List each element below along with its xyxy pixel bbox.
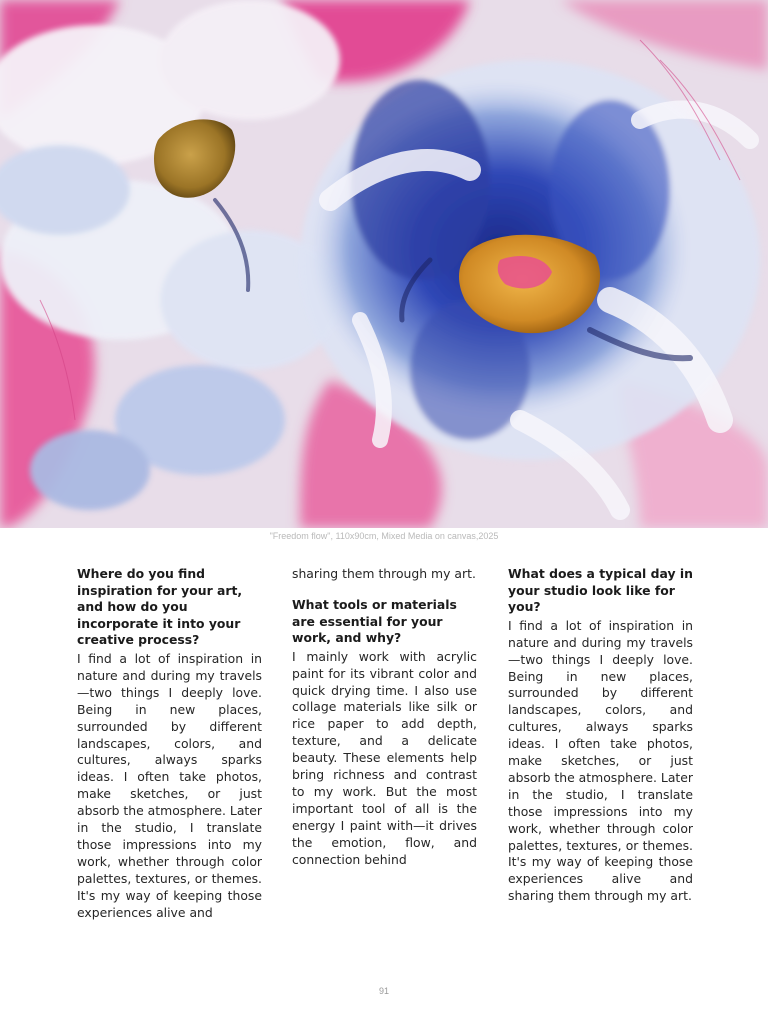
- artwork-caption: "Freedom flow", 110x90cm, Mixed Media on canvas,2025: [269, 531, 499, 541]
- interview-answer: I find a lot of inspiration in nature and during my travels—two things I deeply love. Being in new places, surrounded by different landscapes, colors, and cultures, always sparks ideas. I often take photos, make sketches, or just absorb the atmosphere. Later in the studio, I translate those impressions into my work, whether through color palettes, textures, or themes. It's my way of keeping those experiences alive and: [77, 650, 262, 920]
- interview-answer: I mainly work with acrylic paint for its vibrant color and quick drying time. I also use collage materials like silk or rice paper to add depth, texture, and a delicate beauty. These elements help bring richness and contrast to my work. But the most important tool of all is the energy I paint with—it drives the emotion, flow, and connection behind: [292, 648, 477, 867]
- interview-question: Where do you find inspiration for your art, and how do you incorporate it into your creative process?: [77, 566, 243, 648]
- answer-continuation: sharing them through my art.: [292, 566, 476, 581]
- interview-question: What does a typical day in your studio look like for you?: [508, 566, 693, 615]
- interview-question: What tools or materials are essential for your work, and why?: [292, 596, 457, 646]
- page-number: 91: [378, 986, 389, 996]
- interview-answer: I find a lot of inspiration in nature and during my travels—two things I deeply love. Being in new places, surrounded by different landscapes, colors, and cultures, always sparks ideas. I often take photos, make sketches, or just absorb the atmosphere. Later in the studio, I translate those impressions into my work, whether through color palettes, textures, or themes. It's my way of keeping those experiences alive and sharing them through my art.: [508, 617, 693, 904]
- text-column-3: [508, 566, 693, 905]
- text-column-2: [292, 566, 477, 868]
- text-column-1: [77, 566, 262, 921]
